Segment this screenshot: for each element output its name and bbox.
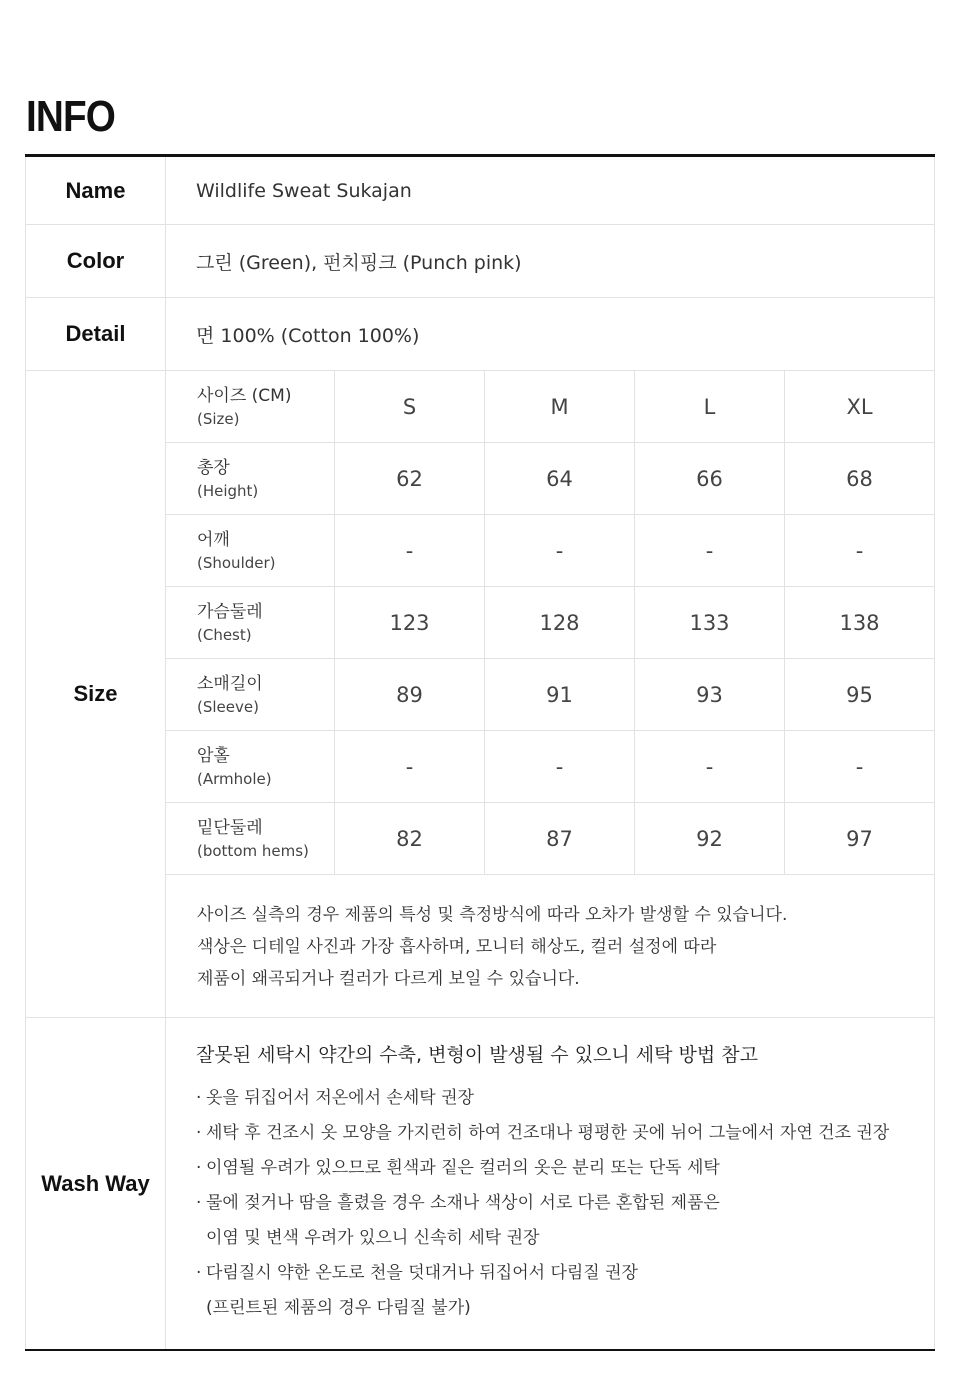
wash-item-text: 세탁 후 건조시 옷 모양을 가지런히 하여 건조대나 평평한 곳에 뉘어 그늘에서 자연 건조 권장 xyxy=(206,1123,890,1143)
measure-row-armhole xyxy=(166,731,934,803)
size-header-ko: 사이즈 (CM) xyxy=(197,385,292,406)
measure-value: - xyxy=(855,754,864,779)
measure-value: 95 xyxy=(846,682,873,707)
size-note-line: 사이즈 실측의 경우 제품의 특성 및 측정방식에 따라 오차가 발생할 수 있습니다. xyxy=(197,905,788,925)
detail-value: 면 100% (Cotton 100%) xyxy=(196,324,420,347)
measure-value: 82 xyxy=(335,803,485,874)
measure-row-sleeve xyxy=(166,659,934,731)
measure-label xyxy=(166,659,335,730)
size-column-m: M xyxy=(485,371,635,442)
measure-value: - xyxy=(335,731,485,802)
bullet-dot: · xyxy=(196,1193,202,1213)
measure-label-en: (Shoulder) xyxy=(197,553,276,572)
measure-label-en: (Armhole) xyxy=(197,769,272,788)
measure-value: 128 xyxy=(485,587,635,658)
measure-label-ko: 총장 xyxy=(197,457,230,478)
color-value: 그린 (Green), 펀치핑크 (Punch pink) xyxy=(196,251,522,274)
bullet-dot: · xyxy=(196,1263,202,1283)
measure-value: - xyxy=(855,538,864,563)
measure-label-ko: 가슴둘레 xyxy=(197,601,263,622)
wash-item-continuation: (프린트된 제품의 경우 다림질 불가) xyxy=(206,1298,471,1318)
measure-label-ko: 암홀 xyxy=(197,745,230,766)
size-section xyxy=(166,371,934,1017)
size-header-en: (Size) xyxy=(197,409,240,428)
measure-value: - xyxy=(635,515,785,586)
bottom-divider xyxy=(25,1349,935,1351)
wash-item xyxy=(196,1186,934,1221)
measure-row-shoulder xyxy=(166,515,934,587)
measure-value: 91 xyxy=(485,659,635,730)
measure-value: 64 xyxy=(485,443,635,514)
color-row xyxy=(26,225,934,298)
measure-label xyxy=(166,587,335,658)
measure-label xyxy=(166,803,335,874)
color-label: Color xyxy=(26,225,166,297)
size-column-l: L xyxy=(635,371,785,442)
wash-item xyxy=(196,1116,934,1151)
size-row xyxy=(26,371,934,1018)
name-row xyxy=(26,157,934,225)
wash-item xyxy=(196,1081,934,1116)
size-header-row xyxy=(166,371,934,443)
measure-value: - xyxy=(485,731,635,802)
wash-item-text: 물에 젖거나 땀을 흘렸을 경우 소재나 색상이 서로 다른 혼합된 제품은 xyxy=(206,1193,720,1213)
measure-row-bottom-hems xyxy=(166,803,934,875)
size-header-label xyxy=(166,371,335,442)
measure-value: 66 xyxy=(635,443,785,514)
measure-row-height xyxy=(166,443,934,515)
size-column-xl: XL xyxy=(846,394,873,419)
measure-value: 97 xyxy=(846,826,873,851)
detail-row xyxy=(26,298,934,371)
size-column-s: S xyxy=(335,371,485,442)
wash-heading: 잘못된 세탁시 약간의 수축, 변형이 발생될 수 있으니 세탁 방법 참고 xyxy=(196,1044,758,1066)
wash-label: Wash Way xyxy=(26,1018,166,1350)
wash-section xyxy=(166,1018,934,1350)
bullet-dot: · xyxy=(196,1158,202,1178)
size-note-line: 제품이 왜곡되거나 컬러가 다르게 보일 수 있습니다. xyxy=(197,969,580,989)
measure-label xyxy=(166,731,335,802)
name-value: Wildlife Sweat Sukajan xyxy=(196,179,412,202)
page-title: INFO xyxy=(26,92,115,141)
wash-row xyxy=(26,1018,934,1350)
measure-value: - xyxy=(335,515,485,586)
bullet-dot: · xyxy=(196,1123,202,1143)
info-table xyxy=(25,157,935,1350)
bullet-dot: · xyxy=(196,1088,202,1108)
wash-item-text: 이염될 우려가 있으므로 흰색과 짙은 컬러의 옷은 분리 또는 단독 세탁 xyxy=(206,1158,720,1178)
measure-value: 92 xyxy=(635,803,785,874)
measure-label-ko: 어깨 xyxy=(197,529,230,550)
size-note-line: 색상은 디테일 사진과 가장 흡사하며, 모니터 해상도, 컬러 설정에 따라 xyxy=(197,937,717,957)
measure-value: 133 xyxy=(635,587,785,658)
measure-value: - xyxy=(635,731,785,802)
measure-value: 87 xyxy=(485,803,635,874)
measure-row-chest xyxy=(166,587,934,659)
measure-label-ko: 밑단둘레 xyxy=(197,817,263,838)
size-table xyxy=(166,371,934,875)
size-label: Size xyxy=(26,371,166,1017)
wash-item-text: 옷을 뒤집어서 저온에서 손세탁 권장 xyxy=(206,1088,474,1108)
measure-value: 62 xyxy=(335,443,485,514)
measure-value: 138 xyxy=(839,610,880,635)
measure-value: 89 xyxy=(335,659,485,730)
detail-label: Detail xyxy=(26,298,166,370)
measure-value: 68 xyxy=(846,466,873,491)
measure-label-en: (Chest) xyxy=(197,625,252,644)
wash-item xyxy=(196,1256,934,1291)
measure-label-en: (Sleeve) xyxy=(197,697,259,716)
measure-label-ko: 소매길이 xyxy=(197,673,263,694)
wash-item-continuation: 이염 및 변색 우려가 있으니 신속히 세탁 권장 xyxy=(206,1228,540,1248)
measure-value: 93 xyxy=(635,659,785,730)
wash-item xyxy=(196,1151,934,1186)
wash-item-text: 다림질시 약한 온도로 천을 덧대거나 뒤집어서 다림질 권장 xyxy=(206,1263,638,1283)
size-notes xyxy=(166,875,934,1017)
measure-label-en: (Height) xyxy=(197,481,259,500)
measure-label xyxy=(166,443,335,514)
measure-label xyxy=(166,515,335,586)
measure-value: - xyxy=(485,515,635,586)
measure-value: 123 xyxy=(335,587,485,658)
measure-label-en: (bottom hems) xyxy=(197,841,309,860)
name-label: Name xyxy=(26,157,166,224)
